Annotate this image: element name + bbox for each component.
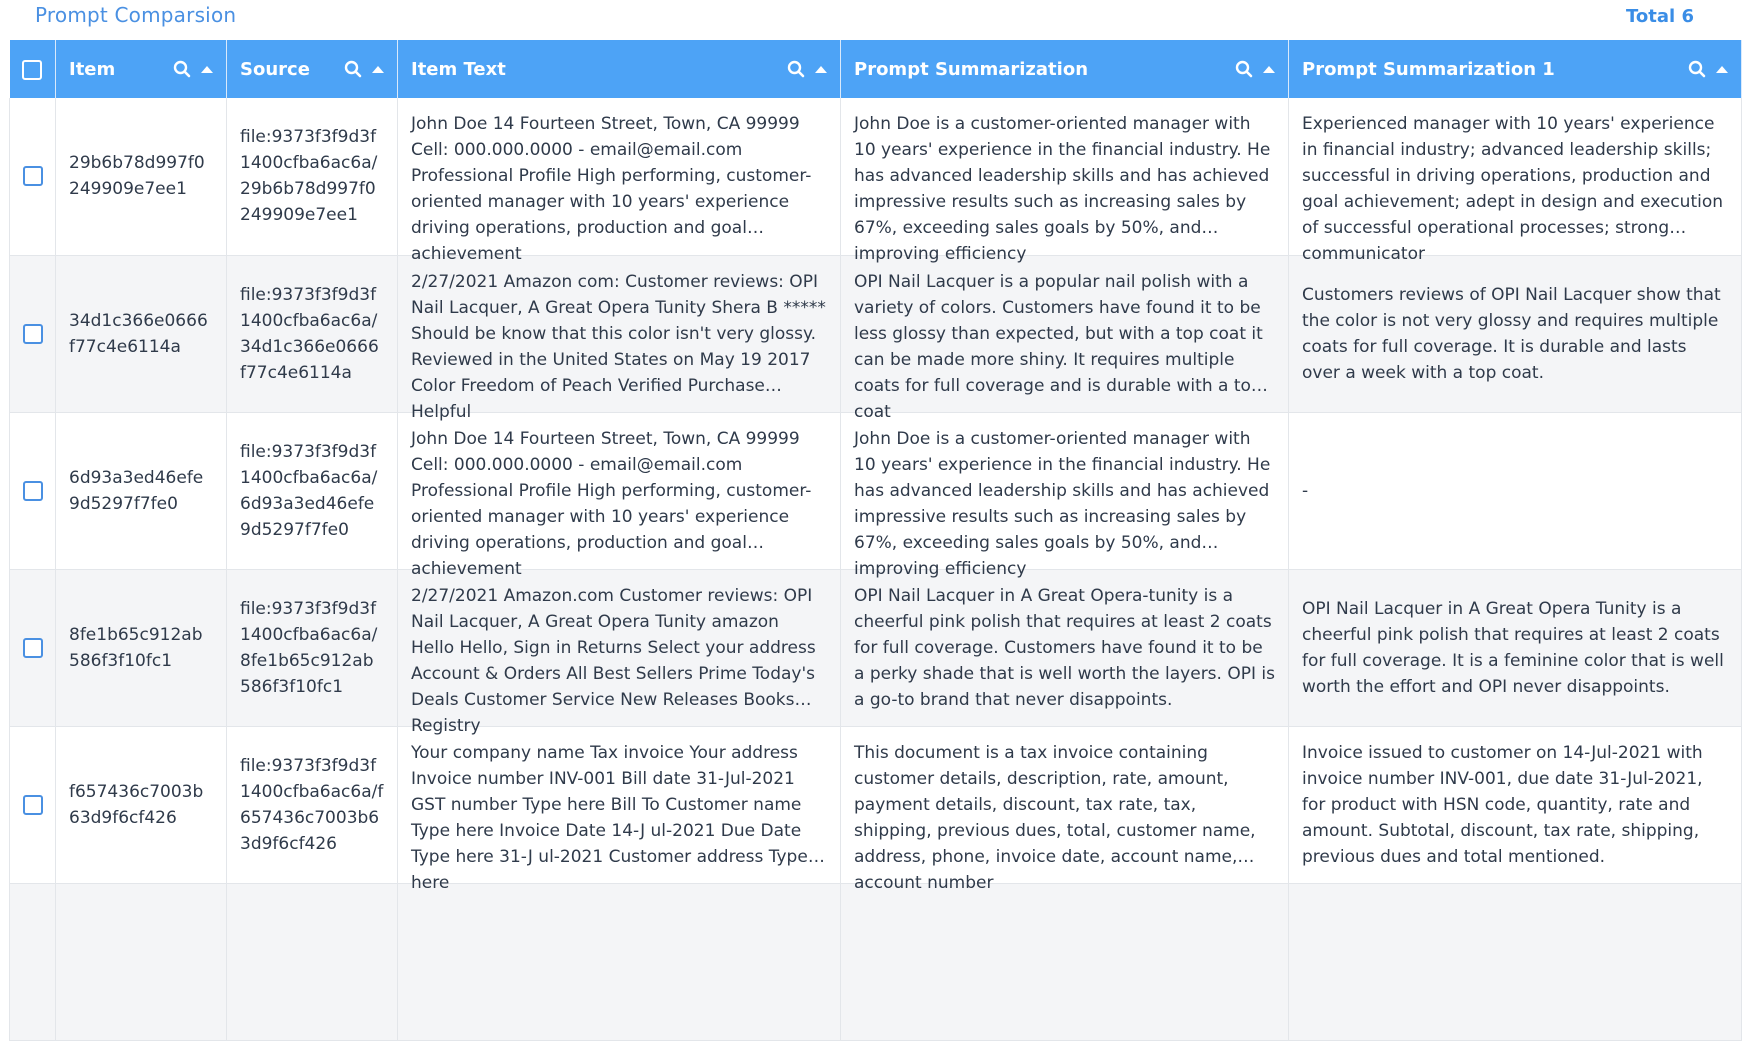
item-text-cell	[398, 883, 841, 1040]
item-text: 2/27/2021 Amazon com: Customer reviews: OPI Nail Lacquer, A Great Opera Tunity Shera B ***** Should be know that this color isn't very glossy. Reviewed in the United States on May 19 2017 Color Freedom of Peach Verified Purchase Helpful	[411, 271, 826, 422]
item-text-cell	[398, 569, 841, 736]
summary-text: John Doe is a customer-oriented manager with 10 years' experience in the financial industry. He has advanced leadership skills and has achieved impressive results such as increasing sales by 67%, exceeding sales goals by 50%, and improving efficiency	[854, 114, 1271, 265]
summary1-text: -	[1302, 480, 1309, 501]
summary-cell	[841, 255, 1289, 422]
comparison-table	[9, 40, 1742, 1041]
comparison-table-wrap	[9, 40, 1741, 895]
summary1-cell	[1289, 412, 1742, 569]
source-cell: file:9373f3f9d3f1400cfba6ac6a/34d1c366e0666f77c4e6114a	[227, 255, 398, 412]
source-cell: file:9373f3f9d3f1400cfba6ac6a/29b6b78d997f0249909e7ee1	[227, 98, 398, 255]
row-checkbox[interactable]	[23, 324, 43, 344]
summary-text: John Doe is a customer-oriented manager with 10 years' experience in the financial industry. He has advanced leadership skills and has achieved impressive results such as increasing sales by 67%, exceeding sales goals by 50%, and improving efficiency	[854, 428, 1271, 579]
column-header-label: Item	[69, 58, 116, 80]
summary-cell	[841, 883, 1289, 1040]
column-header-label: Prompt Summarization 1	[1302, 58, 1555, 80]
sort-asc-icon[interactable]	[372, 66, 384, 73]
item-text-cell	[398, 412, 841, 579]
summary-cell	[841, 726, 1289, 893]
column-header-label: Prompt Summarization	[854, 58, 1089, 80]
sort-asc-icon[interactable]	[1716, 66, 1728, 73]
item-text: John Doe 14 Fourteen Street, Town, CA 99999 Cell: 000.000.0000 - email@email.com Professional Profile High performing, customer-oriented manager with 10 years' experience driving operations, production and goal achievement	[411, 114, 812, 265]
row-select-cell	[10, 98, 56, 255]
item-cell: 8fe1b65c912ab586f3f10fc1	[56, 569, 227, 726]
source-cell: file:9373f3f9d3f1400cfba6ac6a/f657436c7003b63d9f6cf426	[227, 726, 398, 883]
summary1-cell	[1289, 883, 1742, 1040]
item-cell: 6d93a3ed46efe9d5297f7fe0	[56, 412, 227, 569]
row-checkbox[interactable]	[23, 166, 43, 186]
item-text-cell	[398, 255, 841, 422]
table-row[interactable]	[10, 569, 1742, 726]
sort-asc-icon[interactable]	[1263, 66, 1275, 73]
summary1-cell	[1289, 98, 1742, 265]
row-select-cell	[10, 883, 56, 1040]
summary1-cell	[1289, 569, 1742, 726]
column-header-source[interactable]	[227, 40, 398, 98]
column-header-prompt-summarization[interactable]	[841, 40, 1289, 98]
summary1-text: Experienced manager with 10 years' experience in financial industry; advanced leadership skills; successful in driving operations, production and goal achievement; adept in design and execution of successful operational processes; strong communicator	[1302, 114, 1724, 265]
select-all-checkbox[interactable]	[22, 60, 42, 80]
row-select-cell	[10, 569, 56, 726]
summary1-cell	[1289, 255, 1742, 412]
item-cell: 34d1c366e0666f77c4e6114a	[56, 255, 227, 412]
search-icon[interactable]	[787, 60, 805, 78]
table-row[interactable]	[10, 412, 1742, 569]
source-cell	[227, 883, 398, 1040]
summary-text: OPI Nail Lacquer is a popular nail polish with a variety of colors. Customers have found it to be less glossy than expected, but with a top coat it can be made more shiny. It requires multiple coats for full coverage and is durable with a top coat	[854, 271, 1263, 422]
row-checkbox[interactable]	[23, 795, 43, 815]
summary1-cell	[1289, 726, 1742, 883]
item-text-cell	[398, 726, 841, 893]
search-icon[interactable]	[1235, 60, 1253, 78]
summary-text: OPI Nail Lacquer in A Great Opera-tunity is a cheerful pink polish that requires at least 2 coats for full coverage. Customers have found it to be a perky shade that is well worth the layers. OPI is a go-to brand that never disappoints.	[854, 585, 1275, 710]
column-header-item-text[interactable]	[398, 40, 841, 98]
row-select-cell	[10, 412, 56, 569]
source-cell: file:9373f3f9d3f1400cfba6ac6a/6d93a3ed46efe9d5297f7fe0	[227, 412, 398, 569]
summary1-text: Invoice issued to customer on 14-Jul-2021 with invoice number INV-001, due date 31-Jul-2021, for product with HSN code, quantity, rate and amount. Subtotal, discount, tax rate, shipping, previous dues and total mentioned.	[1302, 742, 1703, 867]
search-icon[interactable]	[1688, 60, 1706, 78]
total-count: Total 6	[1626, 6, 1694, 27]
item-cell	[56, 883, 227, 1040]
table-row[interactable]	[10, 726, 1742, 883]
source-cell: file:9373f3f9d3f1400cfba6ac6a/8fe1b65c912ab586f3f10fc1	[227, 569, 398, 726]
summary-cell	[841, 98, 1289, 265]
table-header-row	[10, 40, 1742, 98]
item-text: John Doe 14 Fourteen Street, Town, CA 99999 Cell: 000.000.0000 - email@email.com Professional Profile High performing, customer-oriented manager with 10 years' experience driving operations, production and goal achievement	[411, 428, 812, 579]
column-header-prompt-summarization-1[interactable]	[1289, 40, 1742, 98]
row-checkbox[interactable]	[23, 638, 43, 658]
item-cell: f657436c7003b63d9f6cf426	[56, 726, 227, 883]
search-icon[interactable]	[344, 60, 362, 78]
summary-cell	[841, 412, 1289, 579]
summary1-text: OPI Nail Lacquer in A Great Opera Tunity is a cheerful pink polish that requires at least 2 coats for full coverage. It is a feminine color that is well worth the effort and OPI never disappoints.	[1302, 598, 1724, 697]
column-header-item[interactable]	[56, 40, 227, 98]
search-icon[interactable]	[173, 60, 191, 78]
item-text-cell	[398, 98, 841, 265]
item-text: Your company name Tax invoice Your address Invoice number INV-001 Bill date 31-Jul-2021 GST number Type here Bill To Customer name Type here Invoice Date 14-J ul-2021 Due Date Type here 31-J ul-2021 Customer address Type here	[411, 742, 808, 893]
summary-cell	[841, 569, 1289, 726]
item-text: 2/27/2021 Amazon.com Customer reviews: OPI Nail Lacquer, A Great Opera Tunity amazon Hello Hello, Sign in Returns Select your address Account & Orders All Best Sellers Prime Today's Deals Customer Service New Releases Books Registry	[411, 585, 816, 736]
row-select-cell	[10, 255, 56, 412]
table-row[interactable]	[10, 98, 1742, 255]
select-all-header	[10, 40, 56, 98]
row-select-cell	[10, 726, 56, 883]
sort-asc-icon[interactable]	[201, 66, 213, 73]
table-row-partial[interactable]	[10, 883, 1742, 1040]
page-title: Prompt Comparsion	[35, 3, 237, 27]
row-checkbox[interactable]	[23, 481, 43, 501]
summary-text: This document is a tax invoice containing customer details, description, rate, amount, payment details, discount, tax rate, tax, shipping, previous dues, total, customer name, address, phone, invoice date, account name, account number	[854, 742, 1256, 893]
column-header-label: Source	[240, 58, 310, 80]
item-cell: 29b6b78d997f0249909e7ee1	[56, 98, 227, 255]
top-bar	[0, 0, 1741, 40]
sort-asc-icon[interactable]	[815, 66, 827, 73]
summary1-text: Customers reviews of OPI Nail Lacquer show that the color is not very glossy and requires multiple coats for full coverage. It is durable and lasts over a week with a top coat.	[1302, 284, 1721, 383]
column-header-label: Item Text	[411, 58, 506, 80]
table-row[interactable]	[10, 255, 1742, 412]
